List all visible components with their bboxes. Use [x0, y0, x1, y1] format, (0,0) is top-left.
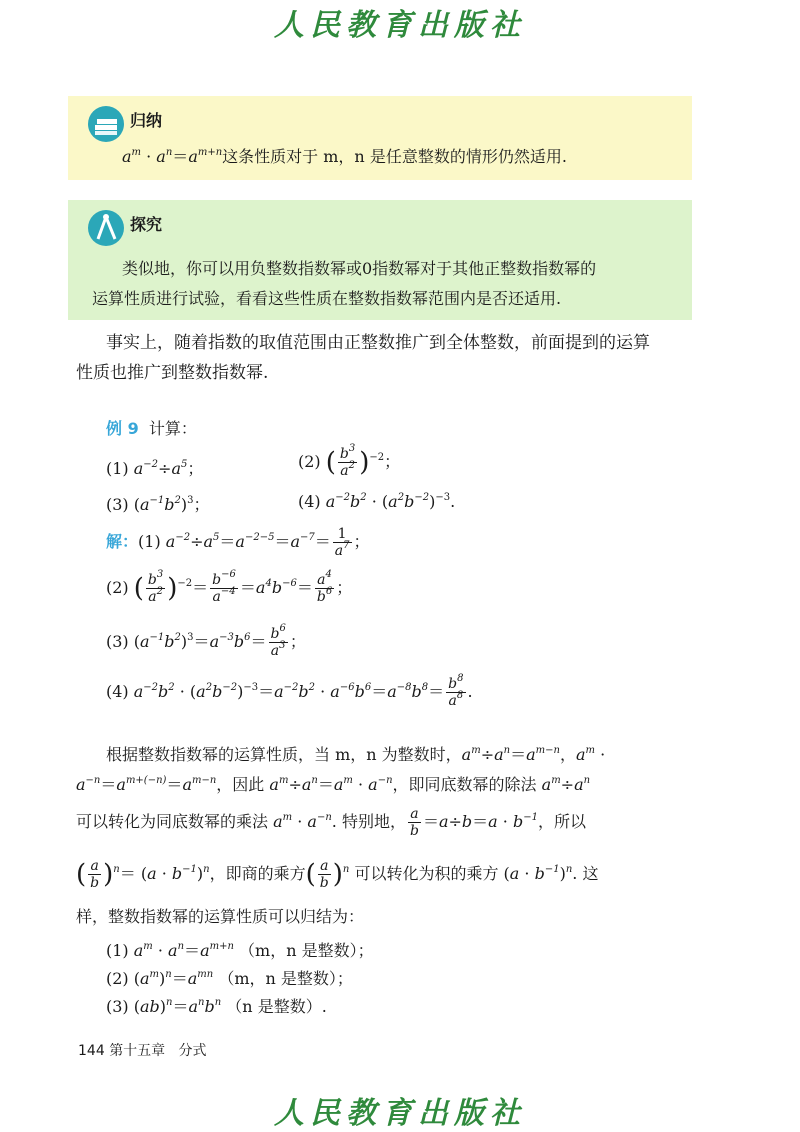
body-line-4: ( $\frac{a}{b}$ )$^n= (a \cdot b^{-1})^n$，即商的乘方( $\frac{a}{b}$ )$^n$ 可以转化为积的乘方 $(a \cdot b^{-1})^n$. 这 — [76, 858, 599, 891]
body-line-1: 根据整数指数幂的运算性质，当 m，n 为整数时，$a^m\div a^n=a^{m-n}$，$a^m$ · — [106, 745, 606, 764]
publisher-logo-top: 人民教育出版社 — [274, 8, 526, 43]
summary-box — [68, 96, 692, 180]
chapter-label: 第十五章 — [109, 1043, 166, 1059]
problem-1: (1) $a^{-2}\div a^5$； — [106, 459, 204, 478]
example-label: 例 9 — [106, 419, 139, 438]
publisher-logo-bottom: 人民教育出版社 — [274, 1096, 526, 1131]
summary-title: 归纳 — [130, 111, 163, 130]
rule-1: (1) $a^m \cdot a^n=a^{m+n}$ （m，n 是整数）； — [106, 941, 374, 960]
intro-line-1: 事实上，随着指数的取值范围由正整数推广到全体整数，前面提到的运算 — [106, 333, 650, 353]
rule-3: (3) $(ab)^n=a^nb^n$ （n 是整数）. — [106, 997, 327, 1016]
problem-4: (4) $a^{-2}b^2 \cdot (a^2b^{-2})^{-3}$. — [298, 492, 456, 511]
explore-title: 探究 — [130, 215, 163, 234]
section-label: 分式 — [178, 1043, 207, 1059]
solution-2: (2) ( $\frac{b^3}{a^2}$ )$^{-2}$＝ $\frac{b^{-6}}{a^{-4}}$ $=a^4b^{-6}=$ $\frac{a^4}{b^6}$ ； — [106, 569, 353, 605]
compass-icon — [88, 210, 124, 246]
body-line-3: 可以转化为同底数幂的乘法 $a^m \cdot a^{-n}$. 特别地， $\frac{a}{b}$ $=a\div b=a \cdot b^{-1}$，所以 — [76, 806, 586, 839]
solution-3: (3) $(a^{-1}b^2)^3=a^{-3}b^6=$ $\frac{b^6}{a^3}$ ； — [106, 623, 306, 659]
body-line-2: $a^{-n}=a^{m+(-n)}=a^{m-n}$，因此 $a^m\div a^n=a^m \cdot a^{-n}$，即同底数幂的除法 $a^m\div a^n$ — [76, 775, 591, 794]
intro-line-2: 性质也推广到整数指数幂. — [76, 363, 269, 383]
example-task: 计算： — [148, 419, 197, 438]
solution-4: (4) $a^{-2}b^2 \cdot (a^2b^{-2})^{-3}=a^{-2}b^2 \cdot a^{-6}b^6=a^{-8}b^8=$ $\frac{b^8}{a^8}$ . — [106, 673, 473, 709]
problem-2: (2) ( $\frac{b^3}{a^2}$ )$^{-2}$； — [298, 443, 401, 479]
body-line-5: 样，整数指数幂的运算性质可以归结为： — [76, 907, 365, 926]
solution-label: 解： — [106, 532, 139, 551]
page-number: 144 — [78, 1043, 105, 1059]
solution-1: 解：(1) $a^{-2}\div a^5=a^{-2-5}=a^{-7}=$ $\frac{1}{a^7}$ ； — [106, 526, 370, 559]
explore-line-1: 类似地，你可以用负整数指数幂或0指数幂对于其他正整数指数幂的 — [122, 259, 597, 278]
explore-line-2: 运算性质进行试验，看看这些性质在整数指数幂范围内是否还适用. — [92, 289, 562, 308]
book-stack-icon — [88, 106, 124, 142]
summary-text: $a^m \cdot a^n=a^{m+n}$这条性质对于 m，n 是任意整数的情形仍然适用. — [122, 147, 567, 166]
explore-box — [68, 200, 692, 320]
problem-3: (3) $(a^{-1}b^2)^3$； — [106, 495, 210, 514]
example-heading — [106, 416, 197, 439]
page-footer — [78, 1040, 207, 1060]
rule-2: (2) $(a^m)^n=a^{mn}$ （m，n 是整数）； — [106, 969, 353, 988]
